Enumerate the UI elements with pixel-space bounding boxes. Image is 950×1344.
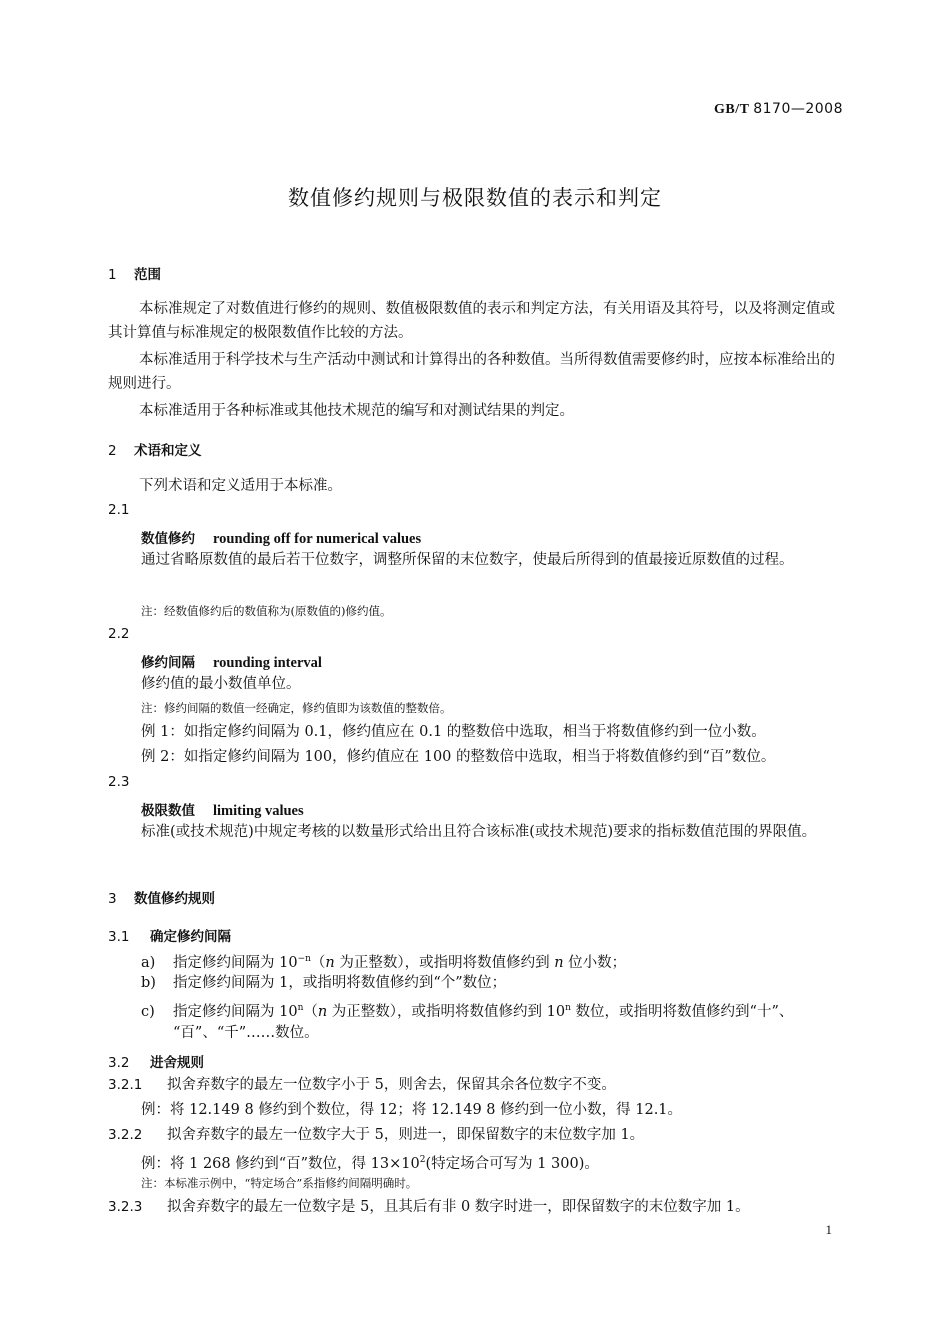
list-item-c-continuation: “百”、“千”……数位。 (173, 1025, 319, 1041)
section-title: 数值修约规则 (134, 891, 215, 907)
standard-number: 8170—2008 (753, 101, 843, 117)
section-title: 术语和定义 (134, 443, 202, 459)
section-1-heading (108, 263, 161, 283)
term-chinese: 数值修约 (141, 531, 195, 547)
section-title: 范围 (134, 267, 161, 283)
term-chinese: 修约间隔 (141, 655, 195, 671)
clause-number: 2.3 (108, 774, 130, 790)
standard-prefix: GB/T (714, 102, 750, 117)
page-number: 1 (825, 1222, 832, 1237)
section-3-heading (108, 887, 215, 907)
section-number: 3 (108, 891, 117, 907)
term-entry (141, 527, 421, 548)
term-english: rounding off for numerical values (213, 531, 422, 547)
list-item-a: a) 指定修约间隔为 $10^{-n}(n$ 为正整数），或指明将数值修约到 n 位小数； (141, 947, 626, 975)
clause-number: 3.2.2 (108, 1127, 143, 1143)
section-number: 1 (108, 267, 117, 283)
clause-number: 2.2 (108, 626, 130, 642)
rule-3-2-1 (108, 1073, 616, 1097)
term-note: 注：修约间隔的数值一经确定，修约值即为该数值的整数倍。 (141, 701, 452, 715)
rule-example: 例：将 12.149 8 修约到个数位，得 12；将 12.149 8 修约到一位小数，得 12.1。 (141, 1102, 683, 1118)
subsection-number: 3.2 (108, 1055, 130, 1071)
scope-paragraph-1: 本标准规定了对数值进行修约的规则、数值极限数值的表示和判定方法，有关用语及其符号，以及将测定值或其计算值与标准规定的极限数值作比较的方法。 (108, 301, 835, 341)
list-item-c: c) 指定修约间隔为 10$^n$（n 为正整数），或指明将数值修约到 10$^n$ 数位，或指明将数值修约到“十”、 (141, 996, 793, 1024)
list-marker: a) (141, 954, 156, 971)
rule-text: 拟舍弃数字的最左一位数字是 5，且其后有非 0 数字时进一，即保留数字的末位数字加 1。 (167, 1199, 750, 1215)
subsection-title: 确定修约间隔 (150, 929, 231, 945)
term-definition: 标准(或技术规范)中规定考核的以数量形式给出且符合该标准(或技术规范)要求的指标数值范围的界限值。 (141, 824, 817, 840)
subsection-number: 3.1 (108, 929, 130, 945)
term-english: limiting values (213, 803, 304, 819)
term-definition: 通过省略原数值的最后若干位数字，调整所保留的末位数字，使最后所得到的值最接近原数值的过程。 (141, 552, 794, 568)
term-english: rounding interval (213, 655, 322, 671)
rule-example: 例：将 1 268 修约到“百”数位，得 $13\times 10^2$(特定场合可写为 1 300)。 (141, 1155, 599, 1172)
example-2: 例 2：如指定修约间隔为 100，修约值应在 100 的整数倍中选取，相当于将数值修约到“百”数位。 (141, 749, 776, 765)
scope-paragraph-2: 本标准适用于科学技术与生产活动中测试和计算得出的各种数值。当所得数值需要修约时，应按本标准给出的规则进行。 (108, 352, 835, 392)
list-marker: b) (141, 975, 156, 991)
clause-number: 2.1 (108, 502, 130, 518)
term-note: 注：经数值修约后的数值称为(原数值的)修约值。 (141, 604, 392, 618)
standard-code (714, 101, 843, 118)
subsection-title: 进舍规则 (150, 1055, 204, 1071)
list-item-b: b) 指定修约间隔为 1，或指明将数值修约到“个”数位； (141, 971, 506, 995)
clause-number: 3.2.3 (108, 1199, 143, 1215)
rule-3-2-2 (108, 1123, 644, 1147)
term-entry (141, 651, 322, 672)
section-number: 2 (108, 443, 117, 459)
subsection-3-2-heading (108, 1051, 204, 1071)
subsection-3-1-heading (108, 925, 231, 945)
term-definition: 修约值的最小数值单位。 (141, 676, 301, 692)
terms-intro: 下列术语和定义适用于本标准。 (139, 478, 342, 494)
term-chinese: 极限数值 (141, 803, 195, 819)
clause-number: 3.2.1 (108, 1077, 143, 1093)
rule-text: 拟舍弃数字的最左一位数字小于 5，则舍去，保留其余各位数字不变。 (167, 1077, 616, 1093)
example-1: 例 1：如指定修约间隔为 0.1，修约值应在 0.1 的整数倍中选取，相当于将数值修约到一位小数。 (141, 724, 766, 740)
term-entry (141, 799, 304, 820)
list-marker: c) (141, 1003, 155, 1020)
rule-text: 拟舍弃数字的最左一位数字大于 5，则进一，即保留数字的末位数字加 1。 (167, 1127, 645, 1143)
scope-paragraph-3: 本标准适用于各种标准或其他技术规范的编写和对测试结果的判定。 (139, 403, 574, 419)
page-title: 数值修约规则与极限数值的表示和判定 (288, 186, 662, 210)
rule-note: 注：本标准示例中，“特定场合”系指修约间隔明确时。 (141, 1176, 418, 1190)
section-2-heading (108, 439, 202, 459)
rule-3-2-3 (108, 1195, 750, 1219)
